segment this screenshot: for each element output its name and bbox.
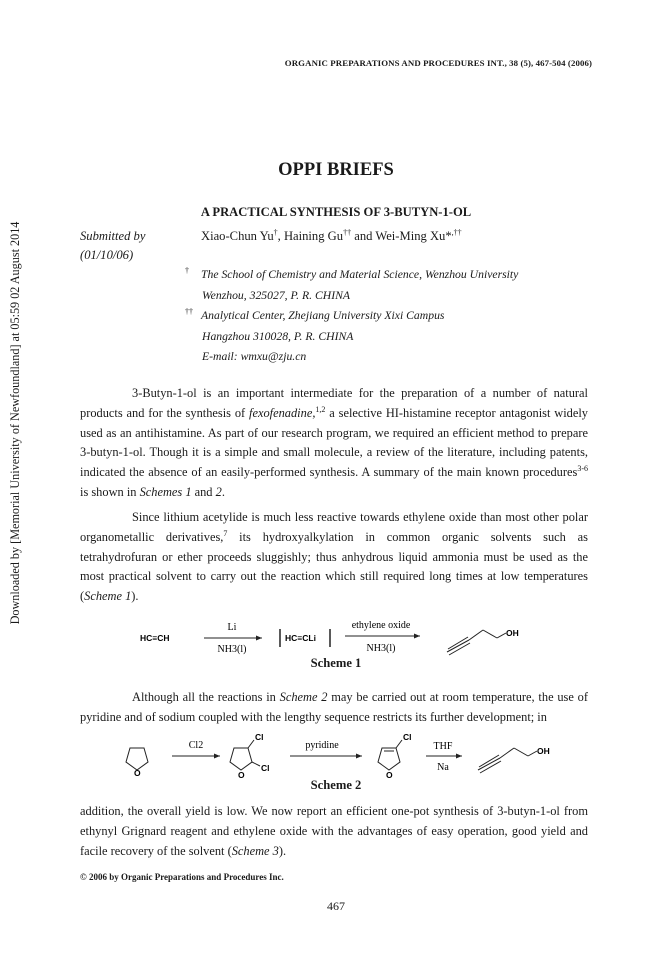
- page-number: 467: [327, 899, 345, 913]
- running-header: ORGANIC PREPARATIONS AND PROCEDURES INT., 38 (5), 467-504 (2006): [284, 58, 592, 68]
- reagent-label: Cl2: [188, 740, 204, 751]
- email: E-mail: wmxu@zju.cn: [202, 350, 307, 363]
- reagent-label: THF: [433, 741, 453, 752]
- scheme-ref: Scheme 2: [279, 690, 328, 704]
- butynol-structure: [447, 630, 506, 655]
- scheme-1-label: Scheme 1: [310, 656, 362, 670]
- copyright-notice: © 2006 by Organic Preparations and Procedures Inc.: [80, 872, 284, 882]
- body-paragraph: 3-Butyn-1-ol is an important intermediate for the preparation of a number of natural products and for the synthesis of fexofenadine,$^{1,2}$ a selective HI-histamine receptor antagonist widely used as an antihistamine. As part of our research program, we required an efficient method to prepare 3-butyn-1-ol. Though it is a simple and small molecule, a review of the literature, including patents, indicated the absence of an easily-performed synthesis. A summary of the main known procedures$^{3-6}$ is shown in Schemes 1 and 2.: [80, 386, 588, 499]
- acetylene-label: HC≡CH: [140, 633, 170, 643]
- ring-oxygen-label: O: [238, 770, 245, 780]
- body-paragraph: addition, the overall yield is low. We now report an efficient one-pot synthesis of 3-butyn-1-ol from ethynyl Grignard reagent and ethylene oxide with the advantages of easy operation, good yield and facile recovery of the solvent (Scheme 3).: [80, 804, 588, 858]
- butynol-structure: [478, 748, 537, 773]
- download-notice: Downloaded by [Memorial University of Newfoundland] at 05:59 02 August 2014: [8, 221, 22, 625]
- hydroxyl-label: OH: [537, 746, 550, 756]
- scheme-ref: Scheme 3: [231, 843, 279, 858]
- scheme-ref: Schemes 1: [139, 484, 192, 499]
- separator: ,: [277, 229, 284, 243]
- body-paragraph: Since lithium acetylide is much less reactive towards ethylene oxide than most other polar organometallic derivatives,$^7$ its hydroxyalkylation in common organic solvents such as tetrahydrofuran or ether proceeds sluggishly; thus anhydrous liquid ammonia must be used as the most practical solvent to carry out the reaction which still required long times at low temperatures (Scheme 1).: [80, 510, 588, 604]
- affiliation-mark: ††: [343, 227, 352, 237]
- body-paragraph: Although all the reactions in Scheme 2 may be carried out at room temperature, the use of pyridine and of sodium coupled with the lengthy sequence restricts its further development; in: [80, 690, 588, 724]
- affiliation-2: †† Analytical Center, Zhejiang University Xixi Campus: [185, 307, 445, 322]
- hydroxyl-label: OH: [506, 628, 519, 638]
- chlorodihydrofuran-structure: [378, 740, 402, 770]
- chlorine-label: Cl: [261, 763, 270, 773]
- chlorine-label: Cl: [255, 732, 264, 742]
- intermediate-label: HC≡CLi: [285, 633, 316, 643]
- section-heading: OPPI BRIEFS: [278, 160, 394, 180]
- separator: and: [351, 229, 376, 243]
- scheme-2-label: Scheme 2: [310, 778, 362, 792]
- reagent-label: pyridine: [305, 740, 339, 751]
- ring-oxygen-label: O: [134, 768, 141, 778]
- reagent-label: NH3(l): [366, 643, 396, 654]
- affiliation-2-address: Hangzhou 310028, P. R. CHINA: [202, 330, 354, 343]
- affiliation-mark: †: [273, 227, 278, 237]
- reagent-label: Li: [227, 622, 237, 633]
- affiliation-mark: ,††: [451, 227, 462, 237]
- article-title: A PRACTICAL SYNTHESIS OF 3-BUTYN-1-OL: [200, 205, 472, 219]
- citation: 7: [223, 528, 228, 538]
- citation: 1,2: [315, 404, 326, 414]
- author-name: Wei-Ming Xu*: [375, 229, 452, 243]
- reagent-label: Na: [437, 762, 449, 773]
- reagent-label: ethylene oxide: [351, 620, 411, 631]
- affiliation-1-address: Wenzhou, 325027, P. R. CHINA: [202, 289, 351, 302]
- ring-oxygen-label: O: [386, 770, 393, 780]
- scheme-ref: Scheme 1: [84, 589, 132, 604]
- dichloro-thf-structure: [230, 740, 260, 770]
- submitted-date: (01/10/06): [80, 248, 134, 262]
- author-name: Xiao-Chun Yu: [201, 229, 274, 243]
- citation: 3-6: [577, 464, 588, 474]
- reagent-label: NH3(l): [217, 644, 247, 655]
- affiliation-text: Analytical Center, Zhejiang University Xixi Campus: [201, 309, 445, 322]
- author-list: [201, 229, 462, 244]
- drug-name: fexofenadine,: [249, 405, 316, 420]
- affiliation-1: † The School of Chemistry and Material Science, Wenzhou University: [185, 266, 519, 281]
- thf-structure: [126, 748, 148, 770]
- scheme-ref: 2: [215, 484, 222, 499]
- submitted-by-label: Submitted by: [80, 229, 146, 243]
- author-name: Haining Gu: [283, 229, 344, 243]
- affiliation-text: The School of Chemistry and Material Science, Wenzhou University: [201, 268, 519, 281]
- chlorine-label: Cl: [403, 732, 412, 742]
